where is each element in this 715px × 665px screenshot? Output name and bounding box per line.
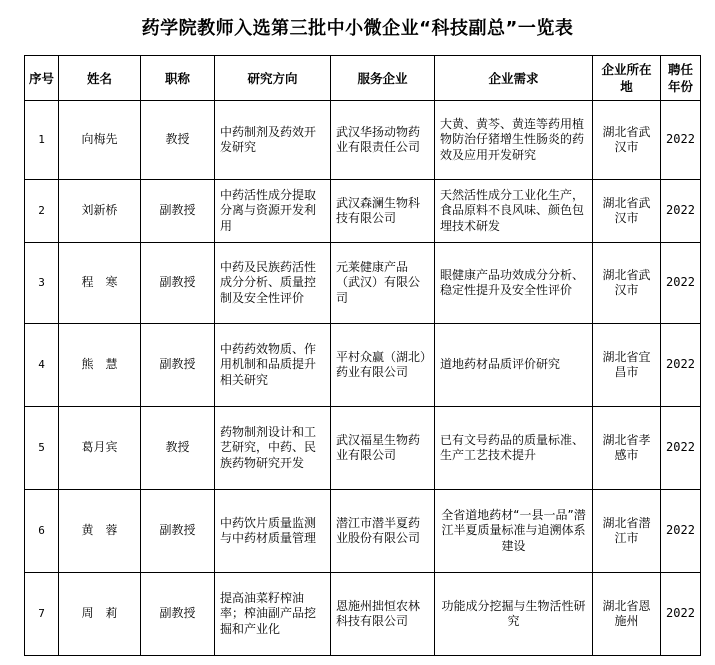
cell-name: 程 寒: [59, 243, 141, 324]
cell-location: 湖北省武汉市: [593, 101, 661, 180]
cell-research: 药物制剂设计和工艺研究，中药、民族药物研究开发: [215, 407, 331, 490]
cell-year: 2022: [661, 324, 701, 407]
cell-company: 元莱健康产品（武汉）有限公司: [331, 243, 435, 324]
cell-name: 熊 慧: [59, 324, 141, 407]
table-row: [25, 573, 701, 656]
cell-index: 6: [25, 490, 59, 573]
header-research: 研究方向: [215, 56, 331, 101]
cell-research: 中药饮片质量监测与中药材质量管理: [215, 490, 331, 573]
cell-research: 中药药效物质、作用机制和品质提升相关研究: [215, 324, 331, 407]
cell-name: 葛月宾: [59, 407, 141, 490]
cell-name: 周 莉: [59, 573, 141, 656]
cell-rank: 教授: [141, 101, 215, 180]
cell-company: 恩施州拙恒农林科技有限公司: [331, 573, 435, 656]
header-year: 聘任年份: [661, 56, 701, 101]
cell-index: 1: [25, 101, 59, 180]
cell-company: 平村众赢（湖北）药业有限公司: [331, 324, 435, 407]
header-index: 序号: [25, 56, 59, 101]
cell-name: 向梅先: [59, 101, 141, 180]
cell-need: 大黄、黄芩、黄连等药用植物防治仔猪增生性肠炎的药效及应用开发研究: [435, 101, 593, 180]
cell-index: 4: [25, 324, 59, 407]
table-row: [25, 407, 701, 490]
cell-company: 武汉华扬动物药业有限责任公司: [331, 101, 435, 180]
cell-rank: 副教授: [141, 324, 215, 407]
cell-year: 2022: [661, 490, 701, 573]
faculty-table: [24, 55, 701, 656]
cell-company: 武汉森澜生物科技有限公司: [331, 180, 435, 243]
cell-index: 2: [25, 180, 59, 243]
cell-location: 湖北省武汉市: [593, 243, 661, 324]
cell-company: 武汉福星生物药业有限公司: [331, 407, 435, 490]
header-name: 姓名: [59, 56, 141, 101]
cell-year: 2022: [661, 407, 701, 490]
cell-rank: 副教授: [141, 573, 215, 656]
cell-company: 潜江市潜半夏药业股份有限公司: [331, 490, 435, 573]
cell-research: 中药活性成分提取分离与资源开发利用: [215, 180, 331, 243]
cell-location: 湖北省恩施州: [593, 573, 661, 656]
cell-research: 提高油菜籽榨油率；榨油副产品挖掘和产业化: [215, 573, 331, 656]
cell-location: 湖北省武汉市: [593, 180, 661, 243]
cell-name: 黄 蓉: [59, 490, 141, 573]
cell-index: 7: [25, 573, 59, 656]
cell-research: 中药制剂及药效开发研究: [215, 101, 331, 180]
cell-name: 刘新桥: [59, 180, 141, 243]
cell-year: 2022: [661, 573, 701, 656]
cell-need: 天然活性成分工业化生产，食品原料不良风味、颜色包埋技术研发: [435, 180, 593, 243]
header-row: [25, 56, 701, 101]
cell-rank: 副教授: [141, 490, 215, 573]
header-location: 企业所在地: [593, 56, 661, 101]
table-row: [25, 101, 701, 180]
table-row: [25, 490, 701, 573]
cell-need: 道地药材品质评价研究: [435, 324, 593, 407]
cell-need: 已有文号药品的质量标准、生产工艺技术提升: [435, 407, 593, 490]
table-row: [25, 324, 701, 407]
cell-need: 全省道地药材“一县一品”潜江半夏质量标准与追溯体系建设: [435, 490, 593, 573]
page-title: 药学院教师入选第三批中小微企业“科技副总”一览表: [141, 18, 574, 39]
cell-index: 3: [25, 243, 59, 324]
table-row: [25, 180, 701, 243]
cell-research: 中药及民族药活性成分分析、质量控制及安全性评价: [215, 243, 331, 324]
cell-location: 湖北省孝感市: [593, 407, 661, 490]
cell-year: 2022: [661, 243, 701, 324]
cell-rank: 教授: [141, 407, 215, 490]
cell-need: 功能成分挖掘与生物活性研究: [435, 573, 593, 656]
cell-index: 5: [25, 407, 59, 490]
cell-need: 眼健康产品功效成分分析、稳定性提升及安全性评价: [435, 243, 593, 324]
table-row: [25, 243, 701, 324]
cell-rank: 副教授: [141, 243, 215, 324]
cell-year: 2022: [661, 101, 701, 180]
header-need: 企业需求: [435, 56, 593, 101]
cell-location: 湖北省潜江市: [593, 490, 661, 573]
header-company: 服务企业: [331, 56, 435, 101]
cell-year: 2022: [661, 180, 701, 243]
cell-location: 湖北省宜昌市: [593, 324, 661, 407]
cell-rank: 副教授: [141, 180, 215, 243]
header-rank: 职称: [141, 56, 215, 101]
